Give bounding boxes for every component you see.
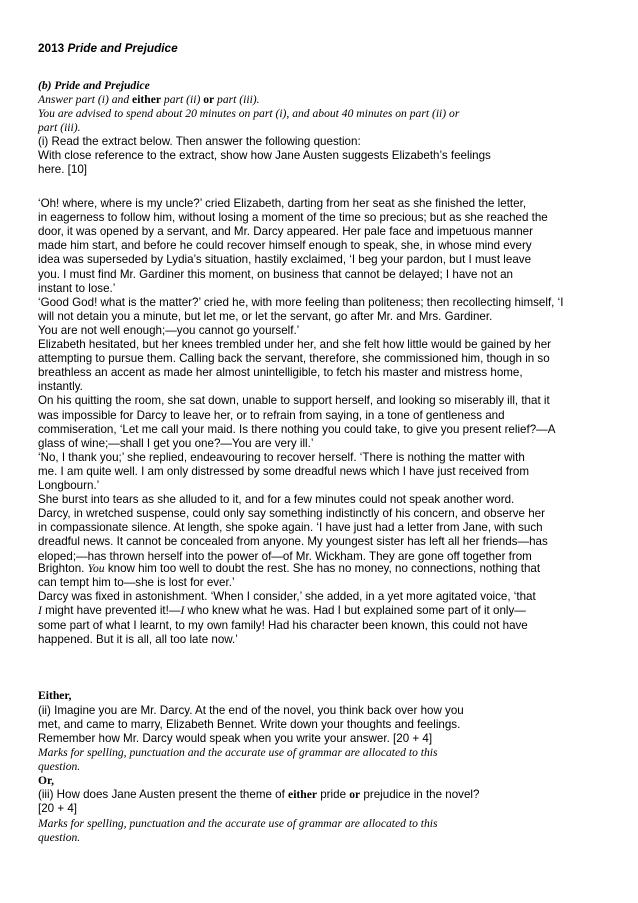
or-either: either <box>288 788 318 801</box>
page-header <box>38 41 178 55</box>
extract-line: door, it was opened by a servant, and Mr. Darcy appeared. Her pale face and impetuous manner <box>38 225 533 239</box>
extract-italic: I <box>180 604 185 617</box>
instruction-line-1 <box>38 93 260 107</box>
extract-line: Darcy, in wretched suspense, could only say something indistinctly of his concern, and observe her <box>38 507 545 521</box>
extract-line: Elizabeth hesitated, but her knees trembled under her, and she felt how little would be gained by her <box>38 338 552 351</box>
part1-line: here. [10] <box>38 163 87 176</box>
extract-line: happened. But it is all, all too late now.’ <box>38 633 238 646</box>
or-line: [20 + 4] <box>38 802 77 815</box>
or-text: pride <box>317 788 350 801</box>
extract-line: me. I am quite well. I am only distressed by some dreadful news which I have just received from <box>38 464 530 478</box>
extract-line: instantly. <box>38 380 83 394</box>
extract-line: made him start, and before he could recover himself enough to speak, she, in whose mind every <box>38 239 532 253</box>
extract-line: Longbourn.’ <box>38 479 100 492</box>
extract-line: instant to lose.’ <box>38 281 116 295</box>
extract-line <box>38 562 540 576</box>
or-text: prejudice in the novel? <box>360 788 480 801</box>
extract-italic: I <box>38 604 42 617</box>
extract-line: will not detain you a minute, but let me, or let the servant, go after Mr. and Mrs. Gardiner. <box>38 309 493 323</box>
extract-line: She burst into tears as she alluded to it, and for a few minutes could not speak another word. <box>38 493 515 507</box>
instruction-or: or <box>203 93 215 106</box>
instruction-either: either <box>132 93 162 106</box>
extract-line: was impossible for Darcy to leave her, or to refrain from saying, in a tone of gentleness and <box>38 408 505 422</box>
part1-line: With close reference to the extract, show how Jane Austen suggests Elizabeth’s feelings <box>38 149 491 162</box>
extract-line: idea was superseded by Lydia’s situation, hastily exclaimed, ‘I beg your pardon, but I must leave <box>38 253 532 267</box>
part1-line: (i) Read the extract below. Then answer the following question: <box>38 135 361 148</box>
extract-line: glass of wine;—shall I get you one?—You are very ill.’ <box>38 436 314 450</box>
extract-line: ‘No, I thank you;’ she replied, endeavouring to recover herself. ‘There is nothing the matter with <box>38 450 525 464</box>
extract-text: who knew what he was. Had I but explained some part of it only— <box>184 604 526 617</box>
extract-text: might have prevented it!— <box>41 604 181 617</box>
or-marks: Marks for spelling, punctuation and the accurate use of grammar are allocated to this <box>38 817 438 830</box>
extract-line: breathless an accent as made her almost unintelligible, to fetch his master and mistress home, <box>38 366 523 380</box>
extract-line <box>38 604 526 618</box>
either-label: Either, <box>38 689 72 702</box>
extract-line: in compassionate silence. At length, she spoke again. ‘I have just had a letter from Jane, with such <box>38 521 543 535</box>
either-line: Remember how Mr. Darcy would speak when you write your answer. [20 + 4] <box>38 732 433 745</box>
extract-line: ‘Good God! what is the matter?’ cried he, with more feeling than politeness; then recollecting himself, ‘I <box>38 295 564 309</box>
extract-line: ‘Oh! where, where is my uncle?’ cried Elizabeth, darting from her seat as she finished the letter, <box>38 197 527 210</box>
either-marks: Marks for spelling, punctuation and the accurate use of grammar are allocated to this <box>38 746 438 759</box>
either-line: met, and came to marry, Elizabeth Bennet. Write down your thoughts and feelings. <box>38 718 461 731</box>
or-text: (iii) How does Jane Austen present the theme of <box>38 788 289 801</box>
instruction-line-2: You are advised to spend about 20 minutes on part (i), and about 40 minutes on part (ii) or <box>38 107 460 120</box>
either-line: (ii) Imagine you are Mr. Darcy. At the end of the novel, you think back over how you <box>38 704 464 717</box>
extract-line: On his quitting the room, she sat down, unable to support herself, and looking so miserably ill, that it <box>38 394 550 408</box>
extract-line: commiseration, ‘Let me call your maid. Is there nothing you could take, to give you present relief?—A <box>38 422 556 436</box>
or-line <box>38 788 479 802</box>
either-marks: question. <box>38 760 81 773</box>
or-marks: question. <box>38 831 81 844</box>
or-or: or <box>349 788 361 801</box>
extract-line: Darcy was fixed in astonishment. ‘When I consider,’ she added, in a yet more agitated voice, ‘that <box>38 590 536 603</box>
instruction-text: part (iii). <box>214 93 260 106</box>
extract-line: dreadful news. It cannot be concealed from anyone. My youngest sister has left all her friends—has <box>38 535 548 549</box>
instruction-text: part (ii) <box>161 93 204 106</box>
extract-line: some part of what I learnt, to my own family! Had his character been known, this could not have <box>38 619 528 632</box>
extract-line: eloped;—has thrown herself into the power of—of Mr. Wickham. They are gone off together from <box>38 549 532 563</box>
header-year: 2013 <box>38 41 65 55</box>
extract-line: attempting to pursue them. Calling back the servant, therefore, she commissioned him, though in so <box>38 352 550 366</box>
section-heading: (b) Pride and Prejudice <box>38 79 150 92</box>
extract-text: know him too well to doubt the rest. She has no money, no connections, nothing that <box>104 562 541 575</box>
extract-line: can tempt him to—she is lost for ever.’ <box>38 576 235 589</box>
extract-line: You are not well enough;—you cannot go yourself.’ <box>38 323 300 337</box>
extract-line: in eagerness to follow him, without losing a moment of the time so precious; but as she reached the <box>38 211 548 225</box>
header-title: Pride and Prejudice <box>67 41 178 55</box>
or-label: Or, <box>38 774 54 787</box>
extract-line: you. I must find Mr. Gardiner this moment, on business that cannot be delayed; I have not an <box>38 267 513 281</box>
instruction-text: Answer part (i) and <box>38 93 133 106</box>
instruction-line-3: part (iii). <box>38 121 81 134</box>
extract-italic: You <box>87 562 105 575</box>
extract-text: Brighton. <box>38 562 88 575</box>
